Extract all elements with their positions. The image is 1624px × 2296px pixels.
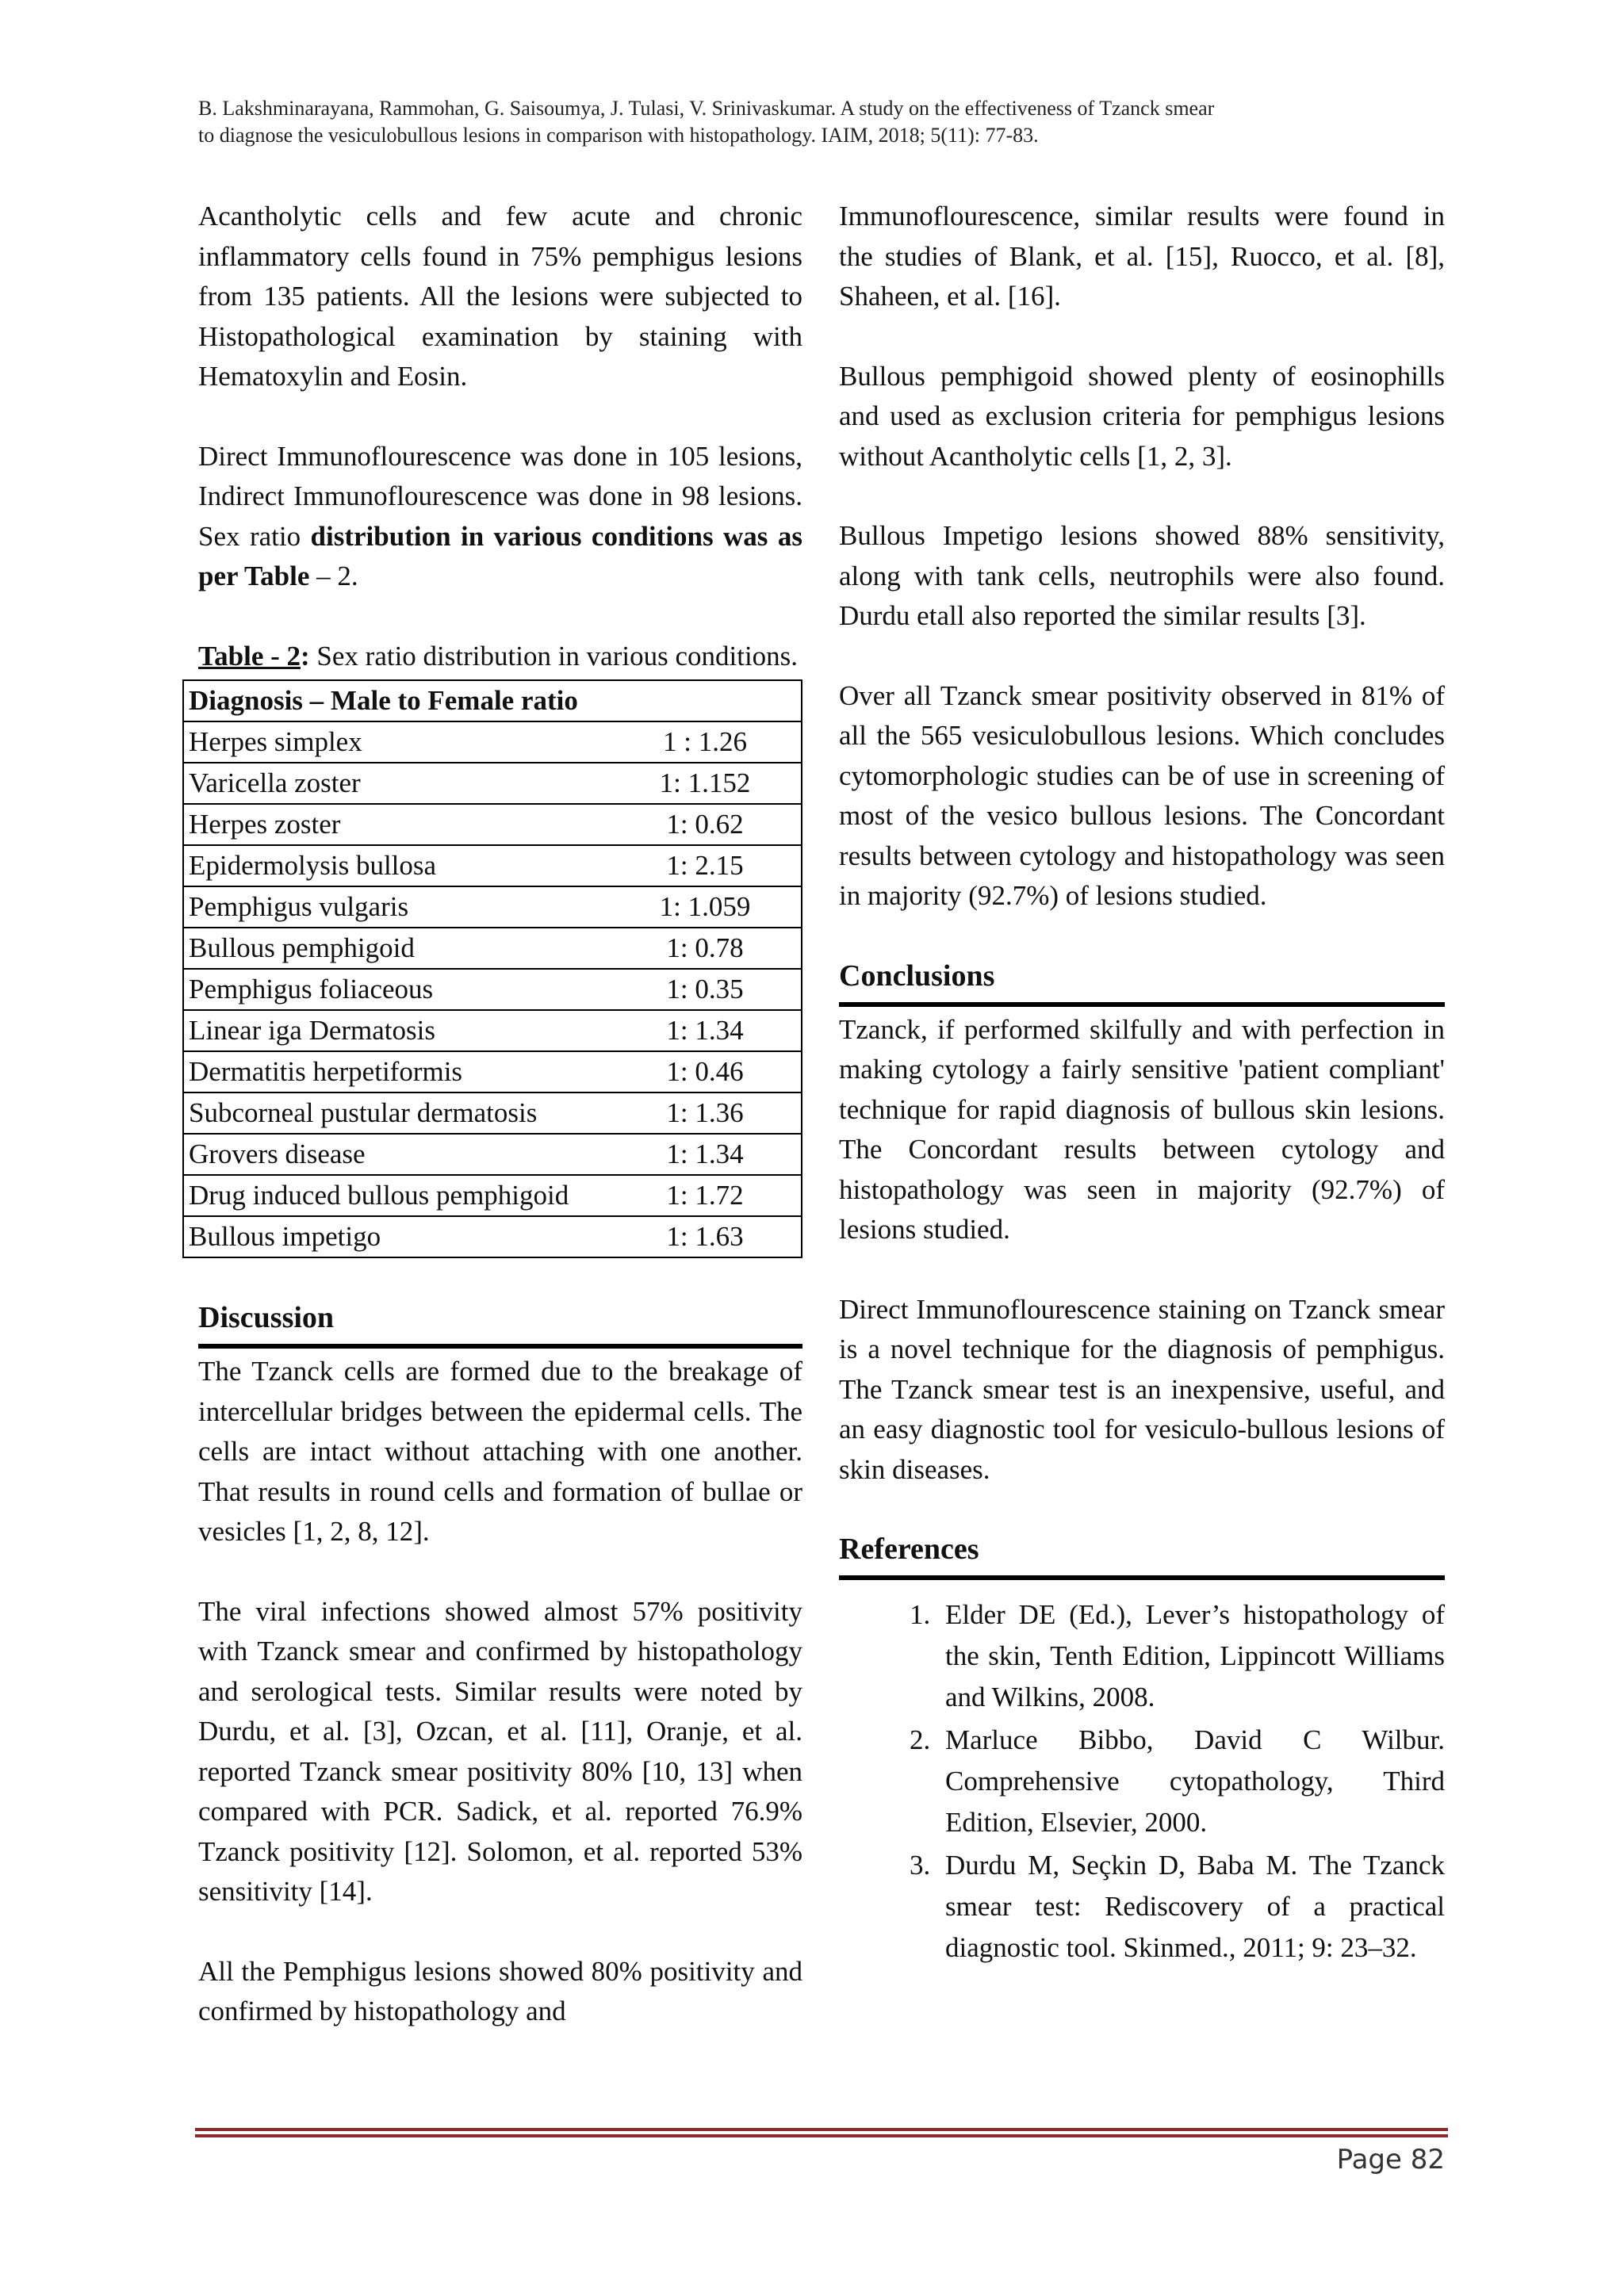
discussion-paragraph-2: The viral infections showed almost 57% positivity with Tzanck smear and confirmed by histopathology and serological tests. Similar results were noted by Durdu, et al. [3], Ozcan, et al. [11], Oranje, et al. reported Tzanck smear positivity 80% [10, 13] when compared with PCR. Sadick, et al. reported 76.9% Tzanck positivity [12]. Solomon, et al. reported 53% sensitivity [14].: [198, 1595, 802, 1907]
table-row: [183, 804, 802, 845]
paragraph-immunoflourescence: [198, 437, 802, 597]
table-header-cell: Diagnosis – Male to Female ratio: [183, 680, 802, 721]
table-row: [183, 969, 802, 1010]
diagnosis-cell: Herpes zoster: [183, 804, 609, 845]
paragraph-immunoflourescence-results: Immunoflourescence, similar results were found in the studies of Blank, et al. [15], Ruocco, et al. [8], Shaheen, et al. [16].: [839, 201, 1445, 312]
table-row: [183, 1175, 802, 1216]
diagnosis-cell: Drug induced bullous pemphigoid: [183, 1175, 609, 1216]
footer-rule: [195, 2128, 1448, 2137]
diagnosis-cell: Pemphigus foliaceous: [183, 969, 609, 1010]
paragraph-tail: – 2.: [309, 561, 358, 591]
references-list: [839, 1594, 1445, 1969]
table-row: [183, 763, 802, 804]
ratio-cell: 1: 1.36: [609, 1093, 802, 1134]
discussion-paragraph-3: All the Pemphigus lesions showed 80% positivity and confirmed by histopathology and: [198, 1955, 802, 2026]
reference-item: 2. Marluce Bibbo, David C Wilbur. Comprehensive cytopathology, Third Edition, Elsevier, 2000.: [937, 1720, 1445, 1843]
diagnosis-cell: Varicella zoster: [183, 763, 609, 804]
diagnosis-cell: Pemphigus vulgaris: [183, 886, 609, 928]
ratio-cell: 1: 0.78: [609, 928, 802, 969]
page-number: Page 82: [1336, 2144, 1445, 2175]
diagnosis-cell: Dermatitis herpetiformis: [183, 1051, 609, 1093]
table-row: [183, 721, 802, 763]
diagnosis-cell: Bullous pemphigoid: [183, 928, 609, 969]
table-caption-label: Table - 2: [198, 640, 301, 672]
ratio-cell: 1: 0.35: [609, 969, 802, 1010]
diagnosis-cell: Epidermolysis bullosa: [183, 845, 609, 886]
discussion-heading: Discussion: [198, 1298, 802, 1349]
sex-ratio-table: [182, 679, 802, 1258]
diagnosis-cell: Subcorneal pustular dermatosis: [183, 1093, 609, 1134]
diagnosis-cell: Herpes simplex: [183, 721, 609, 763]
page-header: [198, 95, 1435, 149]
ratio-cell: 1: 1.059: [609, 886, 802, 928]
ratio-cell: 1: 2.15: [609, 845, 802, 886]
conclusions-paragraph-2: Direct Immunoflourescence staining on Tzanck smear is a novel technique for the diagnosis of pemphigus. The Tzanck smear test is an inexpensive, useful, and an easy diagnostic tool for vesiculo-bullous lesions of skin diseases.: [839, 1293, 1445, 1485]
paragraph-bold-text: distribution in various conditions was as per Table: [198, 520, 802, 591]
left-column: [189, 197, 802, 2032]
table-row: [183, 928, 802, 969]
paragraph-bullous-pemphigoid: Bullous pemphigoid showed plenty of eosinophills and used as exclusion criteria for pemphigus lesions without Acantholytic cells [1, 2, 3].: [839, 360, 1445, 472]
table-header-row: [183, 680, 802, 721]
right-column: [839, 197, 1445, 1970]
table-row: [183, 1093, 802, 1134]
table-row: [183, 1051, 802, 1093]
table-caption-text: Sex ratio distribution in various conditions.: [309, 640, 799, 672]
reference-item: 3. Durdu M, Seçkin D, Baba M. The Tzanck smear test: Rediscovery of a practical diagnostic tool. Skinmed., 2011; 9: 23–32.: [937, 1845, 1445, 1969]
table-body: [183, 721, 802, 1257]
reference-item: 1. Elder DE (Ed.), Lever’s histopathology of the skin, Tenth Edition, Lippincott Williams and Wilkins, 2008.: [937, 1594, 1445, 1718]
discussion-paragraph-1: The Tzanck cells are formed due to the breakage of intercellular bridges between the epidermal cells. The cells are intact without attaching with one another. That results in round cells and formation of bullae or vesicles [1, 2, 8, 12].: [198, 1356, 802, 1547]
conclusions-paragraph-1: Tzanck, if performed skilfully and with perfection in making cytology a fairly sensitive 'patient compliant' technique for rapid diagnosis of bullous skin lesions. The Concordant results between cytology and histopathology was seen in majority (92.7%) of lesions studied.: [839, 1013, 1445, 1245]
table-row: [183, 845, 802, 886]
ratio-cell: 1: 1.34: [609, 1134, 802, 1175]
conclusions-heading: Conclusions: [839, 956, 1445, 1007]
paragraph-overall-positivity: Over all Tzanck smear positivity observed in 81% of all the 565 vesiculobullous lesions. Which concludes cytomorphologic studies can be of use in screening of most of the vesico bullous lesions. The Concordant results between cytology and histopathology was seen in majority (92.7%) of lesions studied.: [839, 679, 1445, 911]
table-row: [183, 1216, 802, 1257]
ratio-cell: 1: 1.63: [609, 1216, 802, 1257]
diagnosis-cell: Bullous impetigo: [183, 1216, 609, 1257]
table-row: [183, 1010, 802, 1051]
diagnosis-cell: Linear iga Dermatosis: [183, 1010, 609, 1051]
ratio-cell: 1: 0.62: [609, 804, 802, 845]
citation-line-1: B. Lakshminarayana, Rammohan, G. Saisoumya, J. Tulasi, V. Srinivaskumar. A study on the effectiveness of Tzanck smear: [198, 97, 1215, 120]
ratio-cell: 1 : 1.26: [609, 721, 802, 763]
table-caption-colon: :: [301, 640, 310, 672]
references-heading: References: [839, 1529, 1445, 1580]
paragraph-bullous-impetigo: Bullous Impetigo lesions showed 88% sensitivity, along with tank cells, neutrophils were also found. Durdu etall also reported the similar results [3].: [839, 520, 1445, 631]
table-caption: [198, 637, 802, 677]
table-row: [183, 886, 802, 928]
paragraph-text: Direct Immunoflourescence was done in 105 lesions, Indirect Immunoflourescence was done in 98 lesions. Sex ratio: [198, 440, 802, 552]
ratio-cell: 1: 1.34: [609, 1010, 802, 1051]
diagnosis-cell: Grovers disease: [183, 1134, 609, 1175]
paragraph-acantholytic: Acantholytic cells and few acute and chronic inflammatory cells found in 75% pemphigus lesions from 135 patients. All the lesions were subjected to Histopathological examination by staining with Hematoxylin and Eosin.: [198, 201, 802, 392]
ratio-cell: 1: 1.152: [609, 763, 802, 804]
ratio-cell: 1: 1.72: [609, 1175, 802, 1216]
ratio-cell: 1: 0.46: [609, 1051, 802, 1093]
citation-line-2: to diagnose the vesiculobullous lesions in comparison with histopathology. IAIM, 2018; 5(11): 77-83.: [198, 124, 1039, 147]
table-row: [183, 1134, 802, 1175]
